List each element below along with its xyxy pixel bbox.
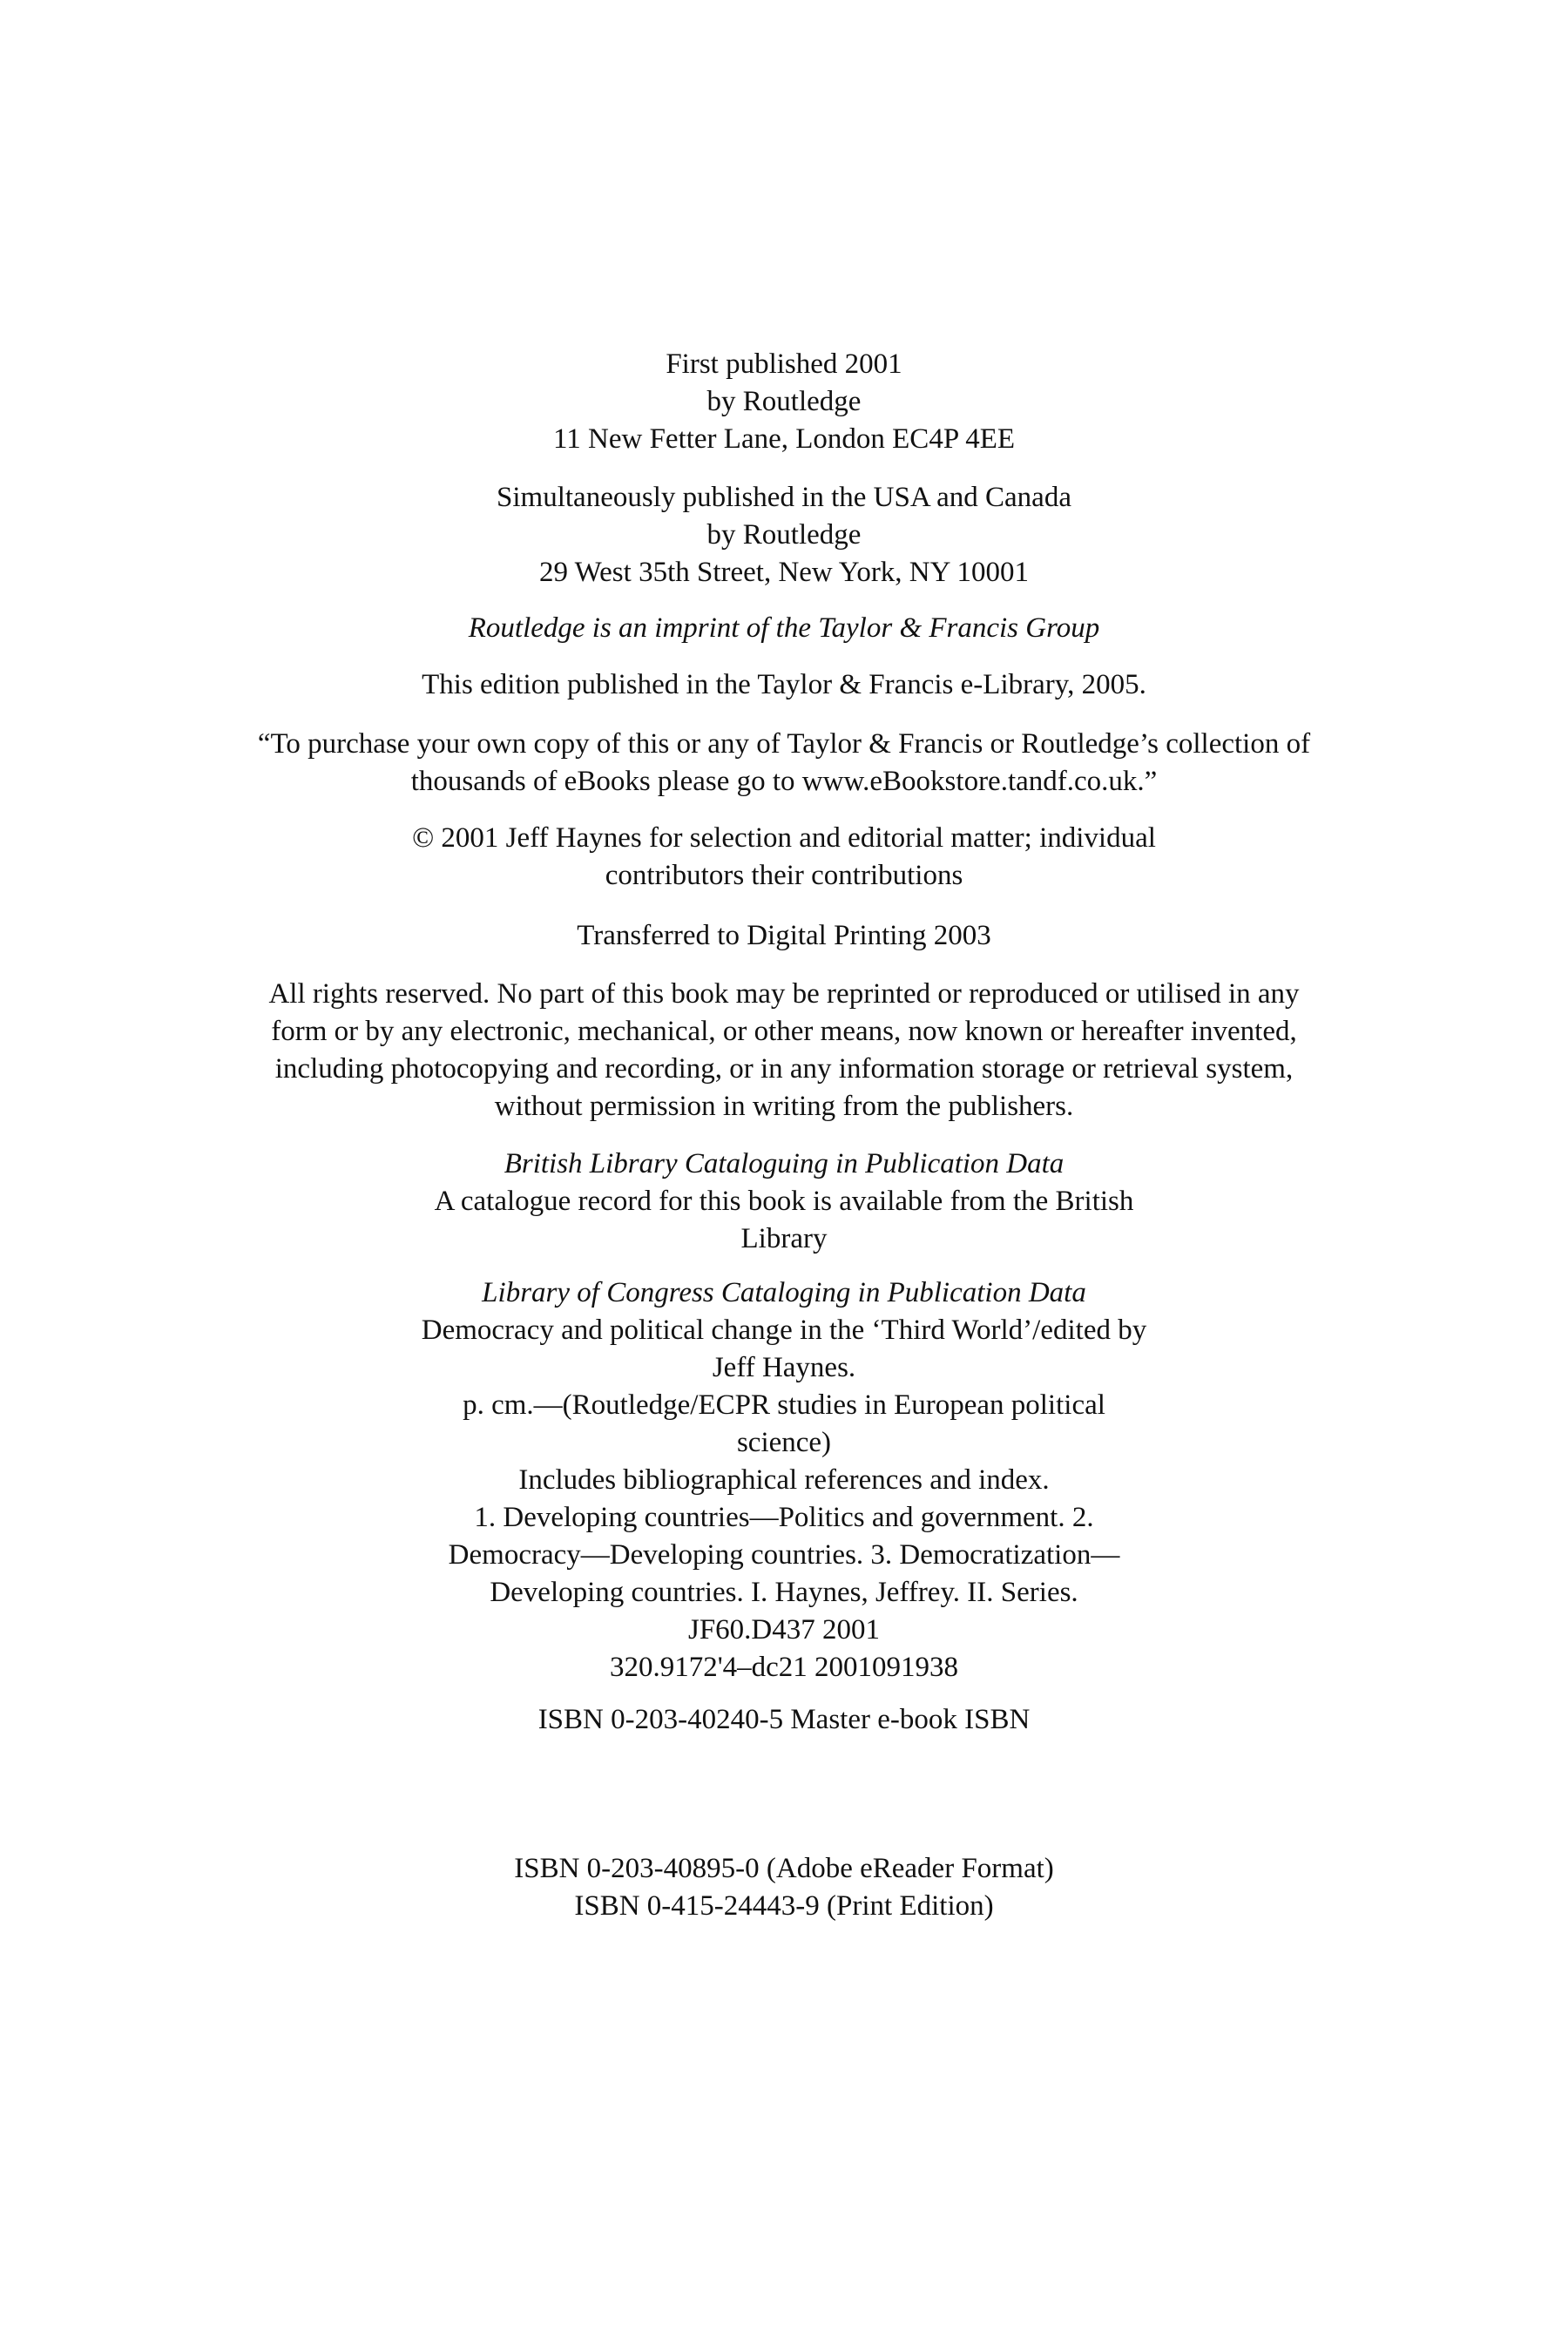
digital-printing-note: Transferred to Digital Printing 2003 <box>577 920 991 951</box>
loc-line: 320.9172'4–dc21 2001091938 <box>609 1652 959 1683</box>
purchase-note <box>157 726 1411 801</box>
copyright-line: © 2001 Jeff Haynes for selection and editorial matter; individual <box>412 822 1156 854</box>
loc-line: JF60.D437 2001 <box>687 1614 881 1646</box>
copyright-notice <box>157 820 1411 895</box>
rights-statement <box>157 976 1411 1125</box>
publisher-address: 11 New Fetter Lane, London EC4P 4EE <box>552 423 1016 455</box>
british-library-line: Library <box>740 1223 828 1254</box>
us-publisher-address: 29 West 35th Street, New York, NY 10001 <box>539 557 1029 588</box>
us-publication-info <box>157 479 1411 591</box>
rights-line: form or by any electronic, mechanical, or other means, now known or hereafter invented, <box>271 1016 1297 1047</box>
edition-note: This edition published in the Taylor & Francis e-Library, 2005. <box>422 669 1146 700</box>
library-of-congress-cip <box>157 1274 1411 1686</box>
loc-line: 1. Developing countries—Politics and government. 2. <box>474 1502 1094 1533</box>
rights-line: All rights reserved. No part of this book may be reprinted or reproduced or utilised in any <box>268 978 1300 1010</box>
british-library-line: A catalogue record for this book is available from the British <box>434 1186 1134 1217</box>
purchase-note-line: thousands of eBooks please go to www.eBookstore.tandf.co.uk.” <box>410 766 1158 797</box>
british-library-heading: British Library Cataloguing in Publication Data <box>504 1148 1064 1179</box>
rights-line: including photocopying and recording, or in any information storage or retrieval system, <box>274 1053 1294 1085</box>
loc-line: Jeff Haynes. <box>712 1352 856 1383</box>
loc-line: science) <box>736 1427 832 1458</box>
loc-line: Developing countries. I. Haynes, Jeffrey. II. Series. <box>490 1577 1078 1608</box>
imprint-note: Routledge is an imprint of the Taylor & Francis Group <box>468 612 1100 644</box>
copyright-line: contributors their contributions <box>605 860 963 891</box>
publication-info <box>157 346 1411 458</box>
rights-line: without permission in writing from the publishers. <box>494 1091 1074 1122</box>
loc-line: Includes bibliographical references and index. <box>518 1464 1050 1496</box>
british-library-cip <box>157 1146 1411 1258</box>
us-publication-line: Simultaneously published in the USA and Canada <box>497 482 1071 513</box>
us-publisher-line: by Routledge <box>706 519 862 551</box>
publisher-line: by Routledge <box>706 386 862 417</box>
purchase-note-line: “To purchase your own copy of this or any of Taylor & Francis or Routledge’s collection of <box>257 728 1311 760</box>
isbn-line: ISBN 0-415-24443-9 (Print Edition) <box>574 1890 994 1922</box>
loc-heading: Library of Congress Cataloging in Publication Data <box>482 1277 1086 1308</box>
isbn-editions <box>157 1850 1411 1925</box>
loc-line: Democracy and political change in the ‘Third World’/edited by <box>421 1315 1147 1346</box>
first-published-line: First published 2001 <box>666 348 902 380</box>
loc-line: p. cm.—(Routledge/ECPR studies in European political <box>463 1389 1105 1421</box>
isbn-master: ISBN 0-203-40240-5 Master e-book ISBN <box>537 1704 1031 1735</box>
loc-line: Democracy—Developing countries. 3. Democratization— <box>448 1539 1120 1571</box>
isbn-line: ISBN 0-203-40895-0 (Adobe eReader Format) <box>514 1853 1054 1884</box>
